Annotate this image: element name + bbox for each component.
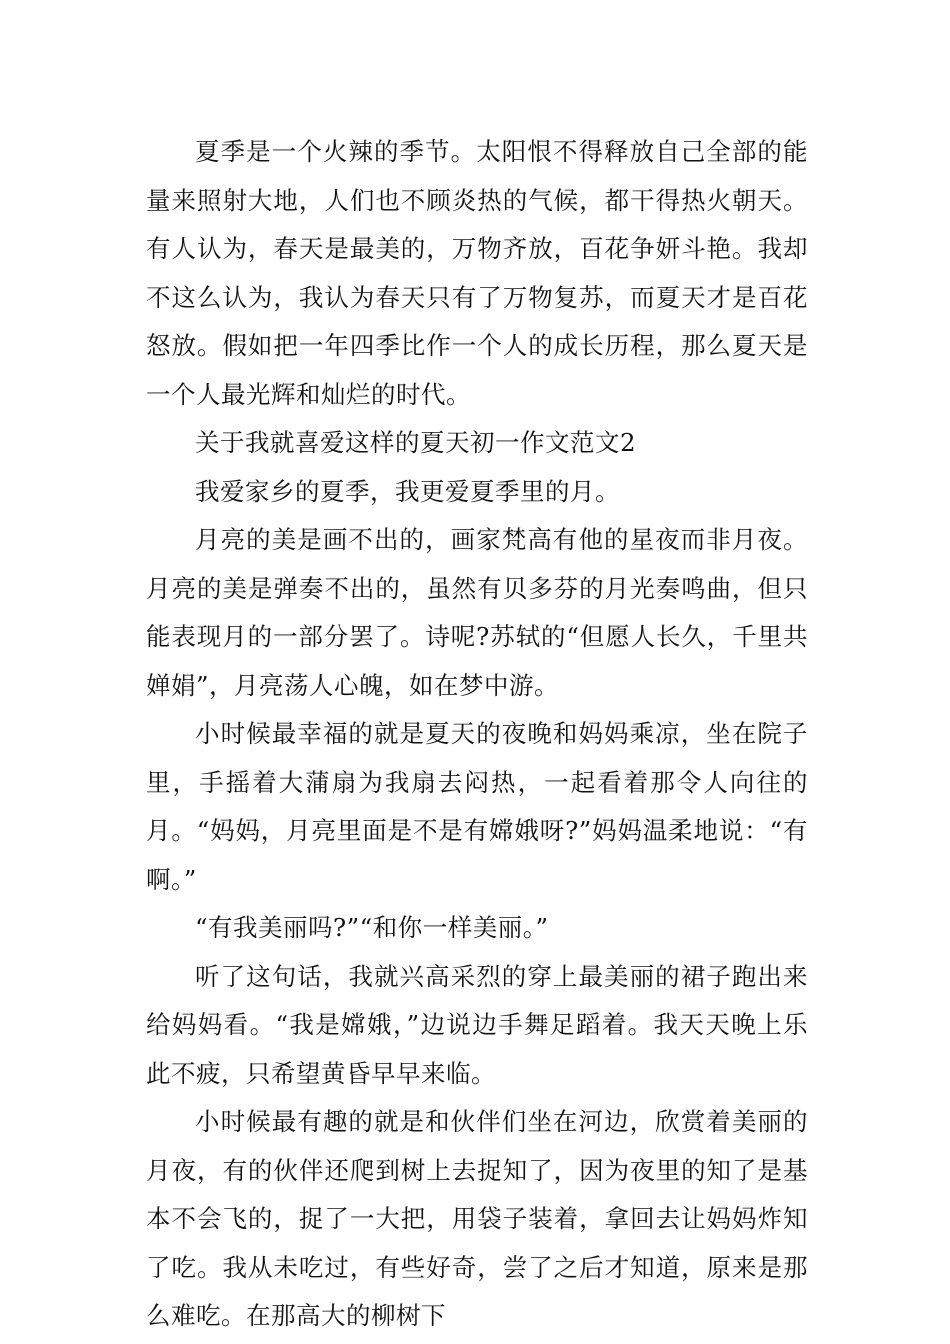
paragraph-love-moon: 我爱家乡的夏季，我更爱夏季里的月。 (195, 476, 620, 506)
essay-heading: 关于我就喜爱这样的夏天初一作文范文2 (195, 428, 637, 457)
paragraph-moon-beauty: 月亮的美是画不出的，画家梵高有他的星夜而非月夜。月亮的美是弹奏不出的，虽然有贝多芬的月光奏鸣曲，但只能表现月的一部分罢了。诗呢?苏轼的“但愿人长久，千里共婵娟”，月亮荡人心魄，如在梦中游。 (146, 525, 808, 700)
paragraph-dialogue: “有我美丽吗?”“和你一样美丽。” (195, 913, 549, 942)
paragraph-riverside: 小时候最有趣的就是和伙伴们坐在河边，欣赏着美丽的月夜，有的伙伴还爬到树上去捉知了，因为夜里的知了是基本不会飞的，捉了一大把，用袋子装着，拿回去让妈妈炸知了吃。我从未吃过，有些好奇，尝了之后才知道，原来是那么难吃。在那高大的柳树下 (146, 1107, 808, 1330)
paragraph-summer-intro: 夏季是一个火辣的季节。太阳恨不得释放自己全部的能量来照射大地，人们也不顾炎热的气候，都干得热火朝天。有人认为，春天是最美的，万物齐放，百花争妍斗艳。我却不这么认为，我认为春天只有了万物复苏，而夏天才是百花怒放。假如把一年四季比作一个人的成长历程，那么夏天是一个人最光辉和灿烂的时代。 (146, 137, 808, 409)
document-body (146, 128, 808, 1341)
paragraph-dress-up: 听了这句话，我就兴高采烈的穿上最美丽的裙子跑出来给妈妈看。“我是嫦娥，”边说边手舞足蹈着。我天天晚上乐此不疲，只希望黄昏早早来临。 (146, 961, 808, 1088)
paragraph-childhood-cooling: 小时候最幸福的就是夏天的夜晚和妈妈乘凉，坐在院子里，手摇着大蒲扇为我扇去闷热，一起看着那令人向往的月。“妈妈，月亮里面是不是有嫦娥呀?”妈妈温柔地说：“有啊。” (146, 719, 808, 894)
